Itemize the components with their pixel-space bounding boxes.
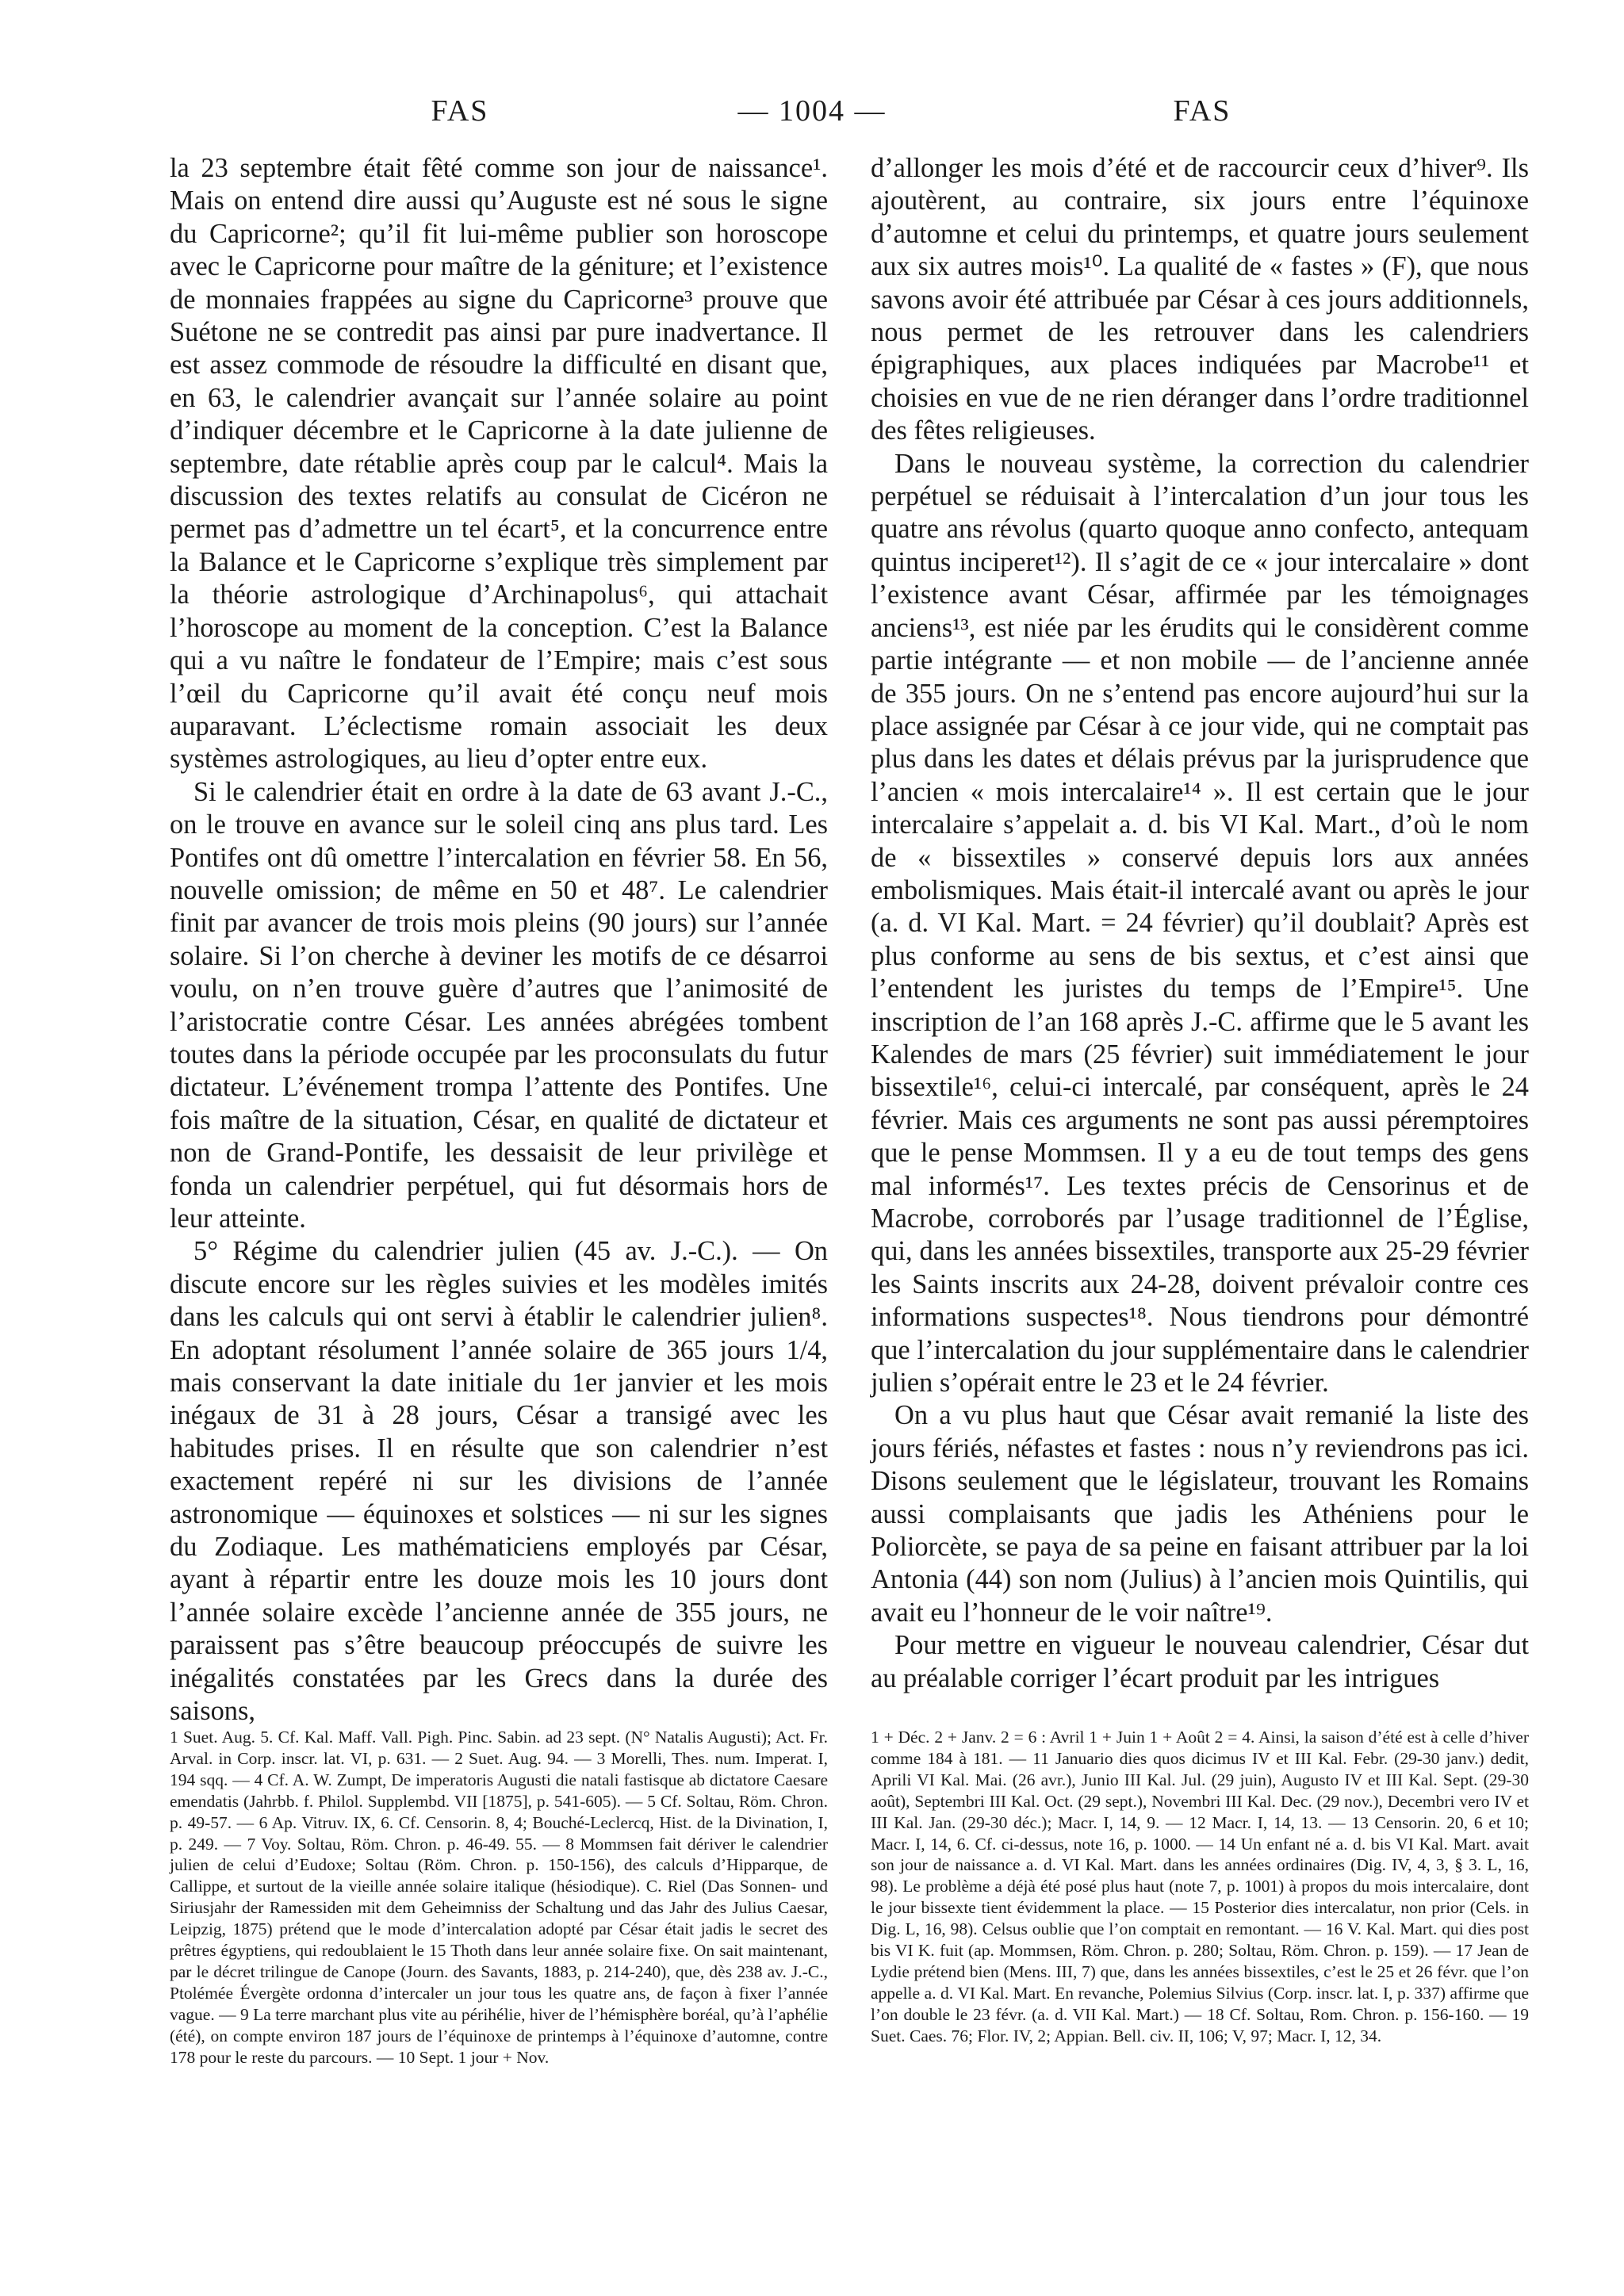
left-column: [170, 152, 828, 1728]
footnotes-right: 1 + Déc. 2 + Janv. 2 = 6 : Avril 1 + Juin 1 + Août 2 = 4. Ainsi, la saison d’été est à celle d’hiver comme 184 à 181. — 11 Januario dies quos dicimus IV et III Kal. Febr. (29-30 janv.) dedit, Aprili VI Kal. Mai. (26 avr.), Junio III Kal. Jul. (29 juin), Augusto IV et III Kal. Sept. (29-30 août), Septembri III Kal. Oct. (29 sept.), Novembri III Kal. Dec. (29 nov.), Decembri vero IV et III Kal. Jan. (29-30 déc.); Macr. I, 14, 9. — 12 Macr. I, 14, 13. — 13 Censorin. 20, 6 et 10; Macr. I, 14, 6. Cf. ci-dessus, note 16, p. 1000. — 14 Un enfant né a. d. bis VI Kal. Mart. avait son jour de naissance a. d. VI Kal. Mart. dans les années ordinaires (Dig. IV, 4, 3, § 3. L, 16, 98). Le problème a déjà été posé plus haut (note 7, p. 1001) à propos du mois intercalaire, dont le jour bissexte tient évidemment la place. — 15 Posterior dies intercalatur, non prior (Cels. in Dig. L, 16, 98). Celsus oublie que l’on comptait en remontant. — 16 V. Kal. Mart. qui dies post bis VI K. fuit (ap. Mommsen, Röm. Chron. p. 280; Soltau, Röm. Chron. p. 159). — 17 Jean de Lydie prétend bien (Mens. III, 7) que, dans les années bissextiles, c’est le 25 et 26 févr. que l’on appelle a. d. VI Kal. Mart. En revanche, Polemius Silvius (Corp. inscr. lat. I, p. 337) affirme que l’on double le 23 févr. (a. d. VII Kal. Mart.) — 18 Cf. Soltau, Rom. Chron. p. 156-160. — 19 Suet. Caes. 76; Flor. IV, 2; Appian. Bell. civ. II, 106; V, 97; Macr. I, 12, 34.: [871, 1728, 1529, 2045]
right-paragraph-2: Dans le nouveau système, la correction du calendrier perpétuel se réduisait à l’intercalation d’un jour tous les quatre ans révolus (quarto quoque anno confecto, antequam quintus inciperet¹²). Il s’agit de ce « jour intercalaire » dont l’existence avant César, affirmée par les témoignages anciens¹³, est niée par les érudits qui le considèrent comme partie intégrante — et non mobile — de l’ancienne année de 355 jours. On ne s’entend pas encore aujourd’hui sur la place assignée par César à ce jour vide, qui ne comptait pas plus dans les dates et délais prévus par la jurisprudence que l’ancien « mois intercalaire¹⁴ ». Il est certain que le jour intercalaire s’appelait a. d. bis VI Kal. Mart., d’où le nom de « bissextiles » conservé depuis lors aux années embolismiques. Mais était-il intercalé avant ou après le jour (a. d. VI Kal. Mart. = 24 février) qu’il doublait? Après est plus conforme au sens de bis sextus, et c’est ainsi que l’entendent les juristes du temps de l’Empire¹⁵. Une inscription de l’an 168 après J.-C. affirme que le 5 avant les Kalendes de mars (25 février) suit immédiatement le jour bissextile¹⁶, celui-ci intercalé, par conséquent, après le 24 février. Mais ces arguments ne sont pas aussi péremptoires que le pense Mommsen. Il y a eu de tout temps des gens mal informés¹⁷. Les textes précis de Censorinus et de Macrobe, corroborés par l’usage traditionnel de l’Église, qui, dans les années bissextiles, transporte aux 25-29 février les Saints inscrits aux 24-28, doivent prévaloir contre ces informations suspectes¹⁸. Nous tiendrons pour démontré que l’intercalation du jour supplémentaire dans le calendrier julien s’opérait entre le 23 et le 24 février.: [871, 448, 1529, 1399]
right-paragraph-4: Pour mettre en vigueur le nouveau calendrier, César dut au préalable corriger l’écart produit par les intrigues: [871, 1630, 1529, 1693]
left-paragraph-1: la 23 septembre était fêté comme son jour de naissance¹. Mais on entend dire aussi qu’Auguste est né sous le signe du Capricorne²; qu’il fit lui-même publier son horoscope avec le Capricorne pour maître de la géniture; et l’existence de monnaies frappées au signe du Capricorne³ prouve que Suétone ne se contredit pas ainsi par pure inadvertance. Il est assez commode de résoudre la difficulté en disant que, en 63, le calendrier avançait sur l’année solaire au point d’indiquer décembre et le Capricorne à la date julienne de septembre, date rétablie après coup par le calcul⁴. Mais la discussion des textes relatifs au consulat de Cicéron ne permet pas d’admettre un tel écart⁵, et la concurrence entre la Balance et le Capricorne s’explique très simplement par la théorie astrologique d’Archinapolus⁶, qui attachait l’horoscope au moment de la conception. C’est la Balance qui a vu naître le fondateur de l’Empire; mais c’est sous l’œil du Capricorne qu’il avait été conçu neuf mois auparavant. L’éclectisme romain associait les deux systèmes astrologiques, au lieu d’opter entre eux.: [170, 153, 828, 775]
right-paragraph-3: On a vu plus haut que César avait remanié la liste des jours fériés, néfastes et fastes : nous n’y reviendrons pas ici. Disons seulement que le législateur, trouvant les Romains aussi complaisants que jadis les Athéniens pour le Poliorcète, se paya de sa peine en faisant attribuer par la loi Antonia (44) son nom (Julius) à l’ancien mois Quintilis, qui avait eu l’honneur de le voir naître¹⁹.: [871, 1400, 1529, 1628]
left-paragraph-2: Si le calendrier était en ordre à la date de 63 avant J.-C., on le trouve en avance sur le soleil cinq ans plus tard. Les Pontifes ont dû omettre l’intercalation en février 58. En 56, nouvelle omission; de même en 50 et 48⁷. Le calendrier finit par avancer de trois mois pleins (90 jours) sur l’année solaire. Si l’on cherche à deviner les motifs de ce désarroi voulu, on n’en trouve guère d’autres que l’animosité de l’aristocratie contre César. Les années abrégées tombent toutes dans la période occupée par les proconsulats du futur dictateur. L’événement trompa l’attente des Pontifes. Une fois maître de la situation, César, en qualité de dictateur et non de Grand-Pontife, les dessaisit de leur privilège et fonda un calendrier perpétuel, qui fut désormais hors de leur atteinte.: [170, 776, 828, 1234]
footnotes-left: 1 Suet. Aug. 5. Cf. Kal. Maff. Vall. Pigh. Pinc. Sabin. ad 23 sept. (N° Natalis Augusti); Act. Fr. Arval. in Corp. inscr. lat. VI, p. 631. — 2 Suet. Aug. 94. — 3 Morelli, Thes. num. Imperat. I, 194 sqq. — 4 Cf. A. W. Zumpt, De imperatoris Augusti die natali fastisque ab dictatore Caesare emendatis (Jahrbb. f. Philol. Supplembd. VII [1875], p. 541-605). — 5 Cf. Soltau, Röm. Chron. p. 49-57. — 6 Ap. Vitruv. IX, 6. Cf. Censorin. 8, 4; Bouché-Leclercq, Hist. de la Divination, I, p. 249. — 7 Voy. Soltau, Röm. Chron. p. 46-49. 55. — 8 Mommsen fait dériver le calendrier julien de celui d’Eudoxe; Soltau (Röm. Chron. p. 150-156), des calculs d’Hipparque, de Callippe, et surtout de la vieille année solaire italique (hésiodique). C. Riel (Das Sonnen- und Siriusjahr der Ramessiden mit dem Geheimniss der Schaltung und das Jahr des Julius Caesar, Leipzig, 1875) prétend que le mode d’intercalation adopté par César était jadis le secret des prêtres égyptiens, qui redoublaient le 15 Thoth dans leur année solaire fixe. On sait maintenant, par le décret trilingue de Canope (Journ. des Savants, 1883, p. 214-240), que, dès 238 av. J.-C., Ptolémée Évergète ordonna d’intercaler un jour tous les quatre ans, de façon à fixer l’année vague. — 9 La terre marchant plus vite au périhélie, hiver de l’hémisphère boréal, qu’à l’aphélie (été), on compte environ 187 jours de l’équinoxe de printemps à l’équinoxe d’automne, contre 178 pour le reste du parcours. — 10 Sept. 1 jour + Nov.: [170, 1728, 828, 2067]
right-paragraph-1: d’allonger les mois d’été et de raccourcir ceux d’hiver⁹. Ils ajoutèrent, au contraire, six jours entre l’équinoxe d’automne et celui du printemps, et quatre jours seulement aux six autres mois¹⁰. La qualité de « fastes » (F), que nous savons avoir été attribuée par César à ces jours additionnels, nous permet de les retrouver dans les calendriers épigraphiques, aux places indiquées par Macrobe¹¹ et choisies en vue de ne rien déranger dans l’ordre traditionnel des fêtes religieuses.: [871, 153, 1529, 446]
right-column: [871, 152, 1529, 1695]
header-right-entry: FAS: [1173, 94, 1231, 128]
running-header: [159, 94, 1465, 133]
page-number: — 1004 —: [737, 94, 887, 128]
left-paragraph-3: 5° Régime du calendrier julien (45 av. J.-C.). — On discute encore sur les règles suivies et les modèles imités dans les calculs qui ont servi à établir le calendrier julien⁸. En adoptant résolument l’année solaire de 365 jours 1/4, mais conservant la date initiale du 1er janvier et les mois inégaux de 31 à 28 jours, César a transigé avec les habitudes prises. Il en résulte que son calendrier n’est exactement repéré ni sur les divisions de l’année astronomique — équinoxes et solstices — ni sur les signes du Zodiaque. Les mathématiciens employés par César, ayant à répartir entre les douze mois les 10 jours dont l’année solaire excède l’ancienne année de 355 jours, ne paraissent pas s’être beaucoup préoccupés de suivre les inégalités constatées par les Grecs dans la durée des saisons,: [170, 1236, 828, 1727]
header-left-entry: FAS: [431, 94, 489, 128]
